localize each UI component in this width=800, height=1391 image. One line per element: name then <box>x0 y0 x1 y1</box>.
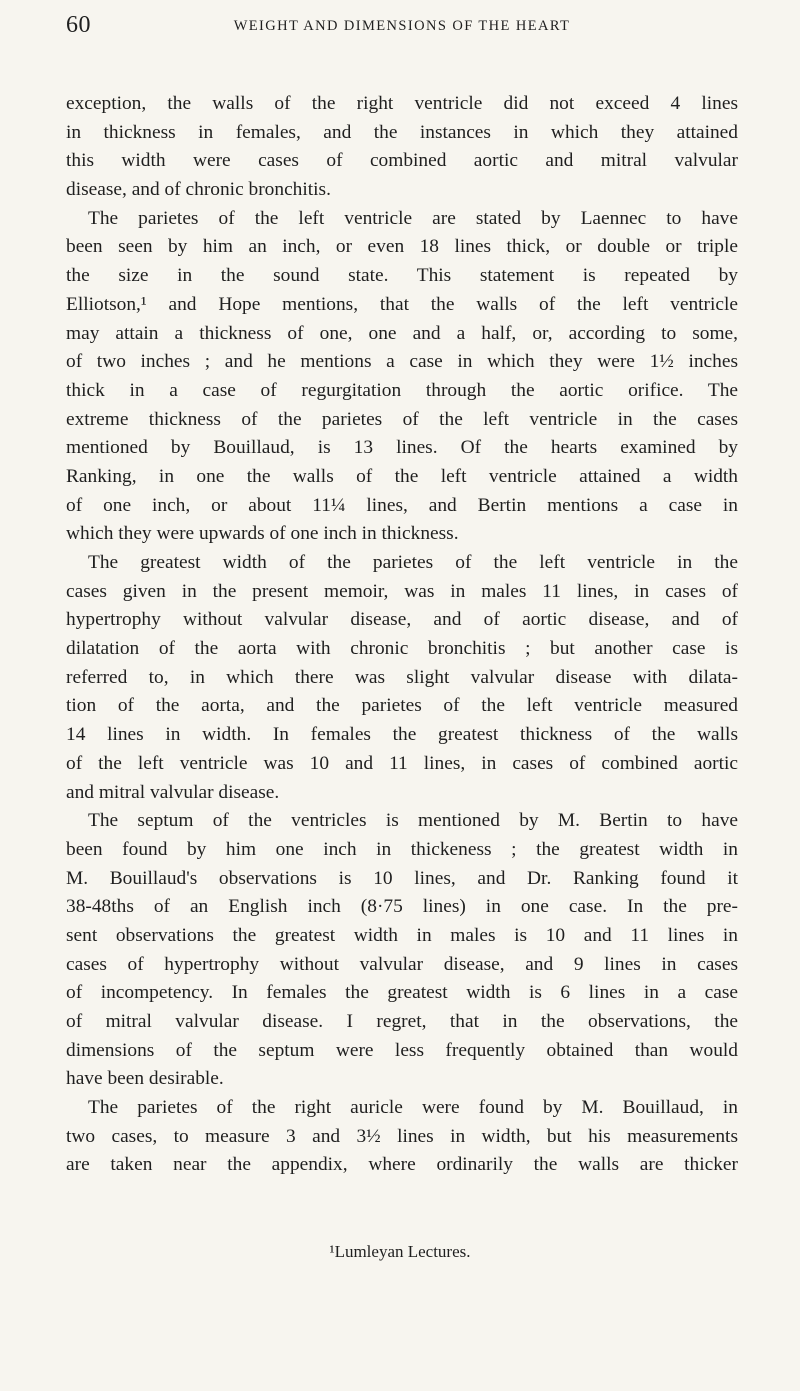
text-line: cases given in the present memoir, was in males 11 lines, in cases of <box>66 580 738 602</box>
footnote: ¹Lumleyan Lectures. <box>329 1242 471 1261</box>
text-line: mentioned by Bouillaud, is 13 lines. Of the hearts examined by <box>66 437 738 459</box>
text-line: referred to, in which there was slight valvular disease with dilata- <box>66 666 738 688</box>
text-line: been seen by him an inch, or even 18 lines thick, or double or triple <box>66 236 738 258</box>
page-header <box>66 12 738 42</box>
text-line: sent observations the greatest width in males is 10 and 11 lines in <box>66 924 738 946</box>
text-line: dilatation of the aorta with chronic bronchitis ; but another case is <box>66 638 738 660</box>
body-text <box>66 90 738 1180</box>
text-line: 38-48ths of an English inch (8·75 lines) in one case. In the pre- <box>66 896 738 918</box>
text-line: tion of the aorta, and the parietes of the left ventricle measured <box>66 695 738 717</box>
text-line: disease, and of chronic bronchitis. <box>66 179 331 201</box>
text-line: of one inch, or about 11¼ lines, and Bertin mentions a case in <box>66 494 738 516</box>
text-line: 14 lines in width. In females the greatest thickness of the walls <box>66 724 738 746</box>
text-line: Elliotson,¹ and Hope mentions, that the walls of the left ventricle <box>66 293 738 315</box>
text-line: are taken near the appendix, where ordinarily the walls are thicker <box>66 1154 738 1176</box>
text-line: The parietes of the left ventricle are stated by Laennec to have <box>88 207 738 229</box>
page-number: 60 <box>66 12 91 38</box>
text-line: cases of hypertrophy without valvular disease, and 9 lines in cases <box>66 953 738 975</box>
text-line: have been desirable. <box>66 1068 224 1090</box>
text-line: exception, the walls of the right ventricle did not exceed 4 lines <box>66 93 738 114</box>
text-line: of two inches ; and he mentions a case in which they were 1½ inches <box>66 351 738 373</box>
running-head: WEIGHT AND DIMENSIONS OF THE HEART <box>233 18 571 34</box>
text-line: been found by him one inch in thickeness ; the greatest width in <box>66 838 738 860</box>
text-line: of incompetency. In females the greatest width is 6 lines in a case <box>66 982 738 1004</box>
text-line: may attain a thickness of one, one and a half, or, according to some, <box>66 322 738 344</box>
text-line: The parietes of the right auricle were found by M. Bouillaud, in <box>88 1097 738 1119</box>
text-line: thick in a case of regurgitation through the aortic orifice. The <box>66 379 738 401</box>
text-line: Ranking, in one the walls of the left ventricle attained a width <box>66 465 738 487</box>
text-line: hypertrophy without valvular disease, and of aortic disease, and of <box>66 609 738 631</box>
text-line: two cases, to measure 3 and 3½ lines in width, but his measurements <box>66 1125 738 1147</box>
text-line: of mitral valvular disease. I regret, that in the observations, the <box>66 1011 738 1032</box>
text-line: the size in the sound state. This statement is repeated by <box>66 265 738 287</box>
text-line: extreme thickness of the parietes of the left ventricle in the cases <box>66 408 738 430</box>
text-line: M. Bouillaud's observations is 10 lines, and Dr. Ranking found it <box>66 867 738 889</box>
text-line: The septum of the ventricles is mentioned by M. Bertin to have <box>88 810 738 832</box>
text-line: which they were upwards of one inch in thickness. <box>66 523 459 545</box>
text-line: and mitral valvular disease. <box>66 781 280 803</box>
text-line: dimensions of the septum were less frequently obtained than would <box>66 1039 738 1061</box>
text-line: of the left ventricle was 10 and 11 lines, in cases of combined aortic <box>66 752 738 774</box>
text-line: The greatest width of the parietes of the left ventricle in the <box>88 552 738 573</box>
text-line: this width were cases of combined aortic and mitral valvular <box>66 150 738 172</box>
text-line: in thickness in females, and the instances in which they attained <box>66 121 738 143</box>
